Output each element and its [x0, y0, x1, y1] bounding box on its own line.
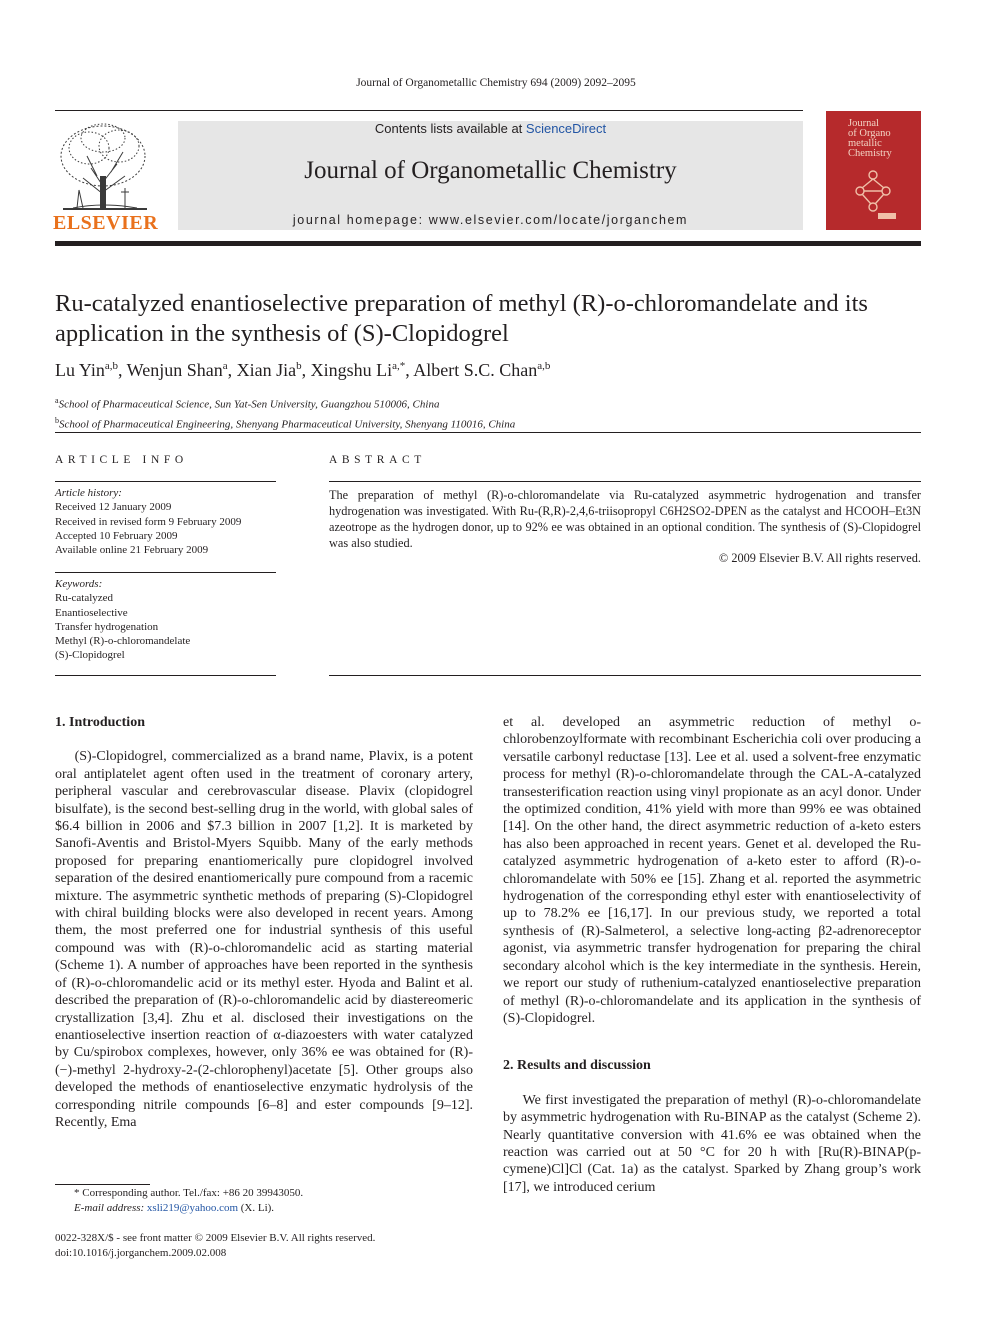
- body-left-column: [55, 714, 473, 1131]
- article-info-rule: [55, 572, 276, 573]
- doi-line[interactable]: doi:10.1016/j.jorganchem.2009.02.008: [55, 1246, 227, 1259]
- article-info-heading: ARTICLE INFO: [55, 454, 188, 466]
- affiliations: [55, 393, 921, 432]
- affiliation-text: School of Pharmaceutical Engineering, Shenyang Pharmaceutical University, Shenyang 110016, China: [59, 418, 516, 431]
- cover-title-line: Journal: [848, 118, 879, 129]
- email-note: [55, 1201, 475, 1216]
- author-affiliation-marker: a: [222, 360, 228, 372]
- history-entry: Accepted 10 February 2009: [55, 529, 178, 542]
- keyword: Transfer hydrogenation: [55, 620, 159, 633]
- footnote-rule: [55, 1184, 150, 1185]
- cover-molecule-icon: [848, 163, 898, 223]
- sciencedirect-link[interactable]: ScienceDirect: [525, 121, 607, 136]
- cover-title-line: metallic: [848, 138, 882, 149]
- author-affiliation-marker: a,*: [392, 360, 406, 372]
- history-label: Article history:: [55, 487, 122, 499]
- author-name[interactable]: Xingshu Li: [310, 360, 393, 380]
- issn-line: 0022-328X/$ - see front matter © 2009 Elsevier B.V. All rights reserved.: [55, 1232, 376, 1244]
- keyword: Enantioselective: [55, 606, 128, 619]
- body-right-column: [503, 714, 921, 1196]
- author-list: Lu Yin$^{a,b}$, Wenjun Shan$^a$, Xian Jia$^b$, Xingshu $Li^{a,*}$, Albert S.C. Chan$^{a,b}$: [55, 360, 551, 380]
- cover-title: [848, 119, 918, 159]
- keywords-label: Keywords:: [55, 578, 103, 590]
- cover-title-line: Chemistry: [848, 148, 892, 159]
- author-name[interactable]: Lu Yin: [55, 360, 105, 380]
- article-info-rule: [55, 481, 276, 482]
- abstract-rule: [329, 481, 921, 482]
- section-heading-results: 2. Results and discussion: [503, 1058, 651, 1074]
- contents-availability: [178, 121, 803, 136]
- affiliation-marker: b: [55, 415, 59, 425]
- masthead-top-rule: [55, 110, 803, 111]
- section-heading-introduction: 1. Introduction: [55, 715, 145, 730]
- history-entry: Received 12 January 2009: [55, 501, 172, 514]
- author-affiliation-marker: a,b: [537, 360, 551, 372]
- email-label: E-mail address:: [74, 1201, 145, 1214]
- abstract-copyright: © 2009 Elsevier B.V. All rights reserved.: [718, 551, 921, 565]
- body-paragraph: We first investigated the preparation of methyl (R)-o-chloromandelate by asymmetric hydrogenation with Ru-BINAP as the catalyst (Scheme 2). Nearly quantitative conversion with 41.6% ee was obtained when the reaction was carried out at 50 °C for 20 h with [Ru(R)-BINAP(p-cymene)Cl]Cl (Cat. 1a) as the catalyst. Sparked by Zhang group’s work [17], we introduced cerium: [503, 1092, 921, 1195]
- author-affiliation-marker: b: [296, 360, 302, 372]
- footnotes: [55, 1186, 475, 1215]
- running-header: Journal of Organometallic Chemistry 694 (2009) 2092–2095: [356, 77, 636, 89]
- article-info-rule: [55, 675, 276, 676]
- author-affiliation-marker: a,b: [104, 360, 118, 372]
- author-name[interactable]: Albert S.C. Chan: [413, 360, 538, 380]
- contents-prefix: Contents lists available at: [374, 121, 526, 136]
- elsevier-wordmark: ELSEVIER: [53, 212, 159, 234]
- journal-cover-image: [826, 111, 921, 230]
- footer-meta: [55, 1231, 475, 1260]
- affiliation-marker: a: [55, 396, 59, 405]
- abstract-heading: ABSTRACT: [329, 454, 426, 466]
- title-divider: [55, 432, 921, 433]
- author-name[interactable]: Xian Jia: [236, 360, 297, 380]
- affiliation: [55, 393, 921, 413]
- body-paragraph: (S)-Clopidogrel, commercialized as a brand name, Plavix, is a potent oral antiplatelet agent often used in the treatment of coronary artery, peripheral vascular and cerebrovascular disease. Plavix (clopidogrel bisulfate), is the second best-selling drug in the world, with global sales of $6.4 billion in 2006 and $7.3 billion in 2007 [1,2]. It is marketed by Sanofi-Aventis and Bristol-Myers Squibb. Many of the early methods proposed for preparing enantiomerically pure clopidogrel involved separation of the desired enantiomerically pure compound from a racemic mixture. The asymmetric synthetic methods of preparing (S)-Clopidogrel with chiral building blocks were also developed in recent years. Among them, the most preferred one for industrial synthesis of this useful compound was with (R)-o-chloromandelic acid as starting material (Scheme 1). A number of approaches have been reported in the synthesis of (R)-o-chloromandelic acid or its methyl ester. Hyoda and Balint et al. described the preparation of (R)-o-chloromandelic acid by diastereomeric crystallization [3,4]. Zhu et al. disclosed their investigations on the enantioselective insertion reaction of α-diazoesters with water catalyzed by Cu/spirobox complexes, however, only 36% ee was obtained for (R)-(−)-methyl 2-hydroxy-2-(2-chlorophenyl)acetate [5]. Other groups also developed the methods of enantioselective enzymatic hydrolysis of the corresponding nitrile compounds [6–8] and ester compounds [9–12]. Recently, Ema: [55, 749, 473, 1130]
- author-name[interactable]: Wenjun Shan: [126, 360, 223, 380]
- affiliation-text: School of Pharmaceutical Science, Sun Yat-Sen University, Guangzhou 510006, China: [58, 398, 440, 411]
- keywords: [55, 577, 276, 663]
- email-link[interactable]: xsli219@yahoo.com: [146, 1201, 239, 1214]
- cover-title-line: of Organo: [848, 128, 891, 139]
- corresponding-author-note: * Corresponding author. Tel./fax: +86 20 39943050.: [74, 1187, 304, 1199]
- body-paragraph: et al. developed an asymmetric reduction of methyl o-chlorobenzoylformate with recombinant Escherichia coli over producing a versatile carbonyl reductase [13]. Lee et al. used a solvent-free enzymatic process for methyl (R)-o-chloromandelate through the CAL-A-catalyzed transesterification reaction using vinyl propionate as an acyl donor. Under the optimized condition, 41% yield with more than 99% ee was obtained [14]. On the other hand, the direct asymmetric reduction of a-keto esters has also been approached in recent years. Genet et al. developed the Ru-catalyzed asymmetric hydrogenation of a-keto ester to afford (R)-o-chloromandelate with 50% ee [15]. Zhang et al. reported the asymmetric hydrogenation of the corresponding ethyl ester with enantioselectivity of up to 78.2% ee [16,17]. In our previous study, we reported a total synthesis of (R)-Salmeterol, a selective long-acting β2-adrenoreceptor agonist, via asymmetric transfer hydrogenation for preparing the chiral secondary alcohol which is the key intermediate in the synthesis. Herein, we report our study of ruthenium-catalyzed enantioselective preparation of methyl (R)-o-chloromandelate and its application in the synthesis of (S)-Clopidogrel.: [503, 715, 921, 1026]
- journal-name: Journal of Organometallic Chemistry: [304, 157, 677, 184]
- affiliation: [55, 413, 921, 433]
- keyword: (S)-Clopidogrel: [55, 649, 125, 662]
- article-history: [55, 486, 276, 557]
- abstract-text: The preparation of methyl (R)-o-chloromandelate via Ru-catalyzed asymmetric hydrogenation and transfer hydrogenation was investigated. With Ru-(R,R)-2,4,6-triisopropyl C6H2SO2-DPEN as the catalyst and HCOOH–Et3N azeotrope as the hydrogen donor, up to 92% ee was obtained in an optional condition. The synthesis of (S)-Clopidogrel was also studied.: [329, 488, 921, 550]
- abstract-rule: [329, 675, 921, 676]
- keyword: Ru-catalyzed: [55, 592, 114, 605]
- keyword: Methyl (R)-o-chloromandelate: [55, 635, 191, 648]
- email-suffix: (X. Li).: [238, 1201, 275, 1214]
- history-entry: Received in revised form 9 February 2009: [55, 515, 242, 528]
- journal-homepage[interactable]: journal homepage: www.elsevier.com/locate/jorganchem: [292, 213, 689, 227]
- history-entry: Available online 21 February 2009: [55, 544, 209, 557]
- masthead-bottom-rule: [55, 241, 921, 246]
- article-title: Ru-catalyzed enantioselective preparation of methyl (R)-o-chloromandelate and its application in the synthesis of (S)-Clopidogrel: [55, 290, 868, 347]
